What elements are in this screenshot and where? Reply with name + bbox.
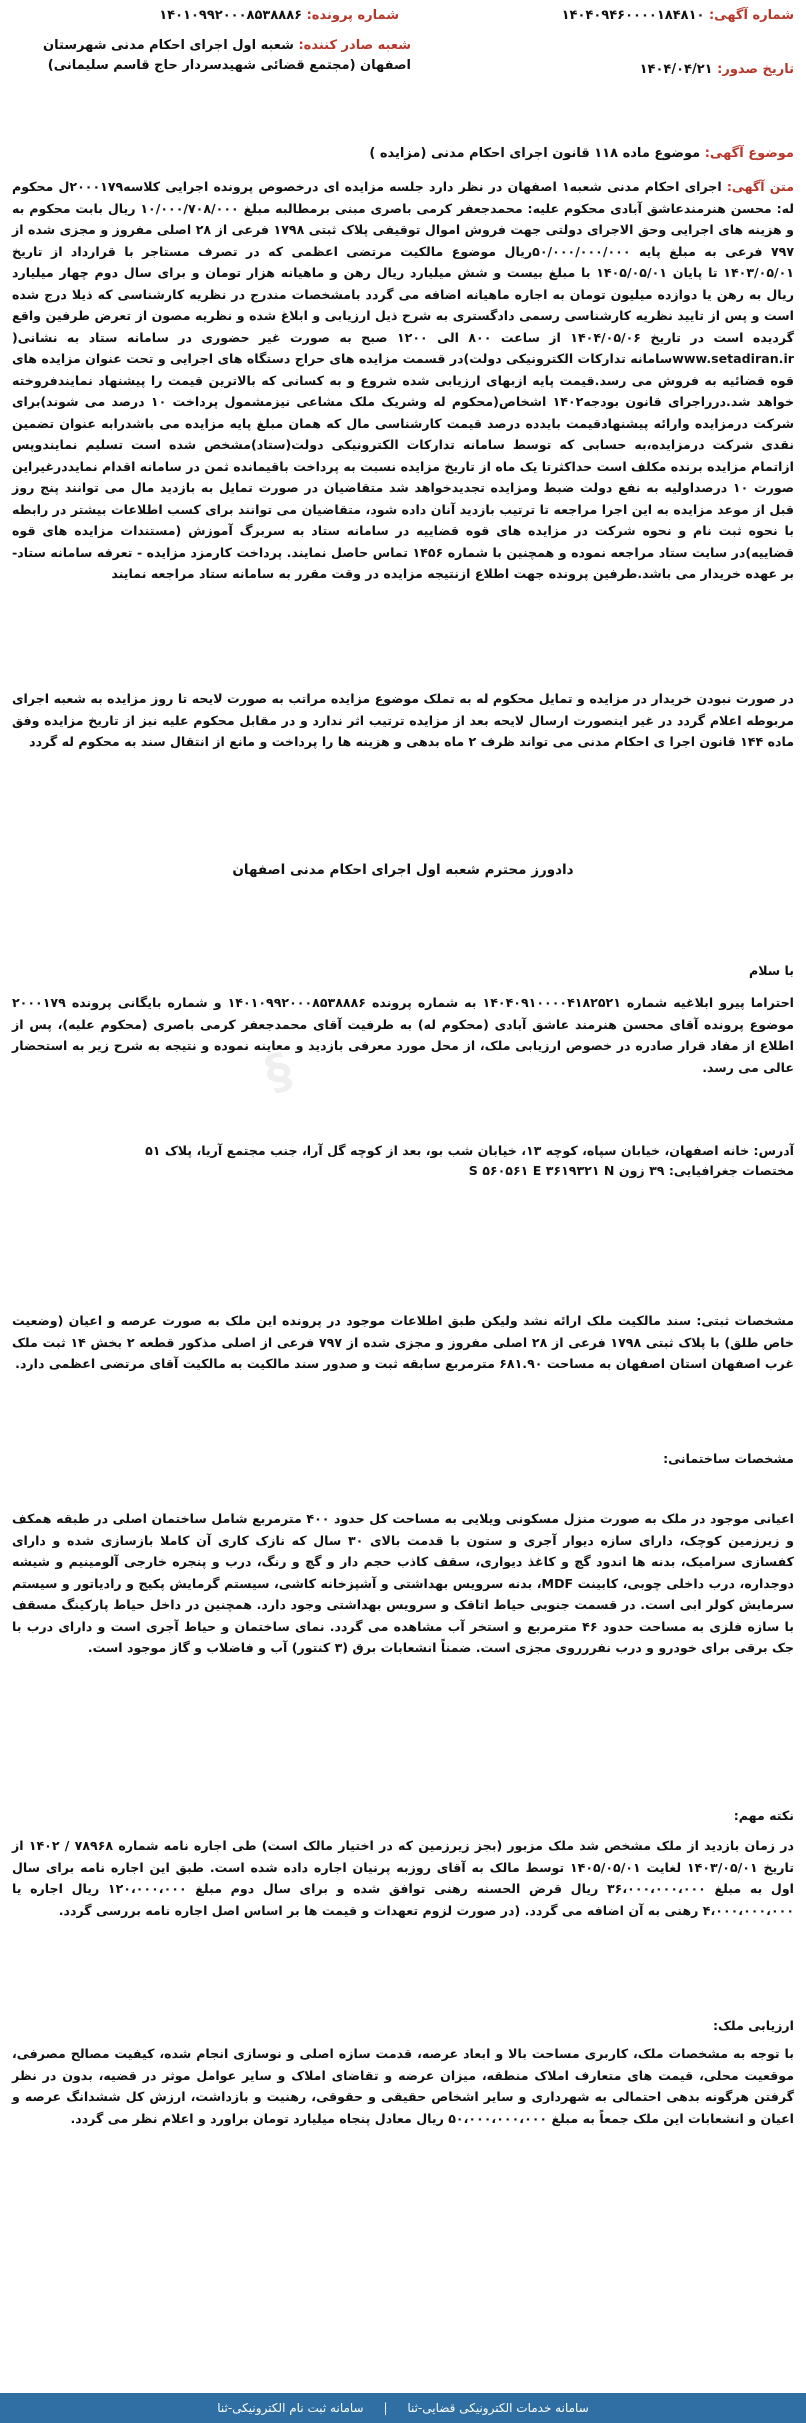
building-text: اعیانی موجود در ملک به صورت منزل مسکونی ویلایی به مساحت کل حدود ۴۰۰ مترمربع شامل ساختمان اصلی در طبقه همکف و زیرزمین کوچک، دارای سازه دیوار آجری و ستون با قدمت بالای ۳۰ سال که نازک کاری آن کاملا بازسازی شده و دارای کفسازی سرامیک، بدنه ها اندود گچ و کاغذ دیواری، سقف کاذب حجم دار و گچ و رنگ، درب و پنجره خارجی آلومینیم و شیشه دوجداره، درب داخلی چوبی، کابینت MDF، بدنه سرویس بهداشتی و آشپزخانه کاشی، سیستم گرمایش پکیج و رادیاتور و سیستم سرمایش کولر ابی است. در قسمت جنوبی حیاط اتاقک و سرویس بهداشتی وجود دارد. همچنین در داخل حیاط پارکینگ مسقف با سازه فلزی به مساحت حدود ۴۶ مترمربع و استخر آب مشاهده می گردد. نمای ساختمان و حیاط آجری است و دارای درب با جک برقی برای خودرو و درب نفررروی مجزی است. ضمناً انشعابات برق (۳ کنتور) آب و فاضلاب و گاز موجود است. — [12, 1511, 794, 1655]
body-label: متن آگهی: — [726, 179, 794, 194]
branch-label: شعبه صادر کننده: — [298, 38, 411, 53]
evaluation-text: با توجه به مشخصات ملک، کاربری مساحت بالا و ابعاد عرصه، قدمت سازه اصلی و نوسازی انجام شده، کیفیت مصالح مصرفی، موقعیت محلی، قیمت های متعارف املاک منطقه، میزان عرضه و تقاضای املاک و سایر عوامل موثر در قضیه، بدون در نظر گرفتن هرگونه بدهی احتمالی به شهرداری و سایر اشخاص حقیقی و حقوقی، رهنیت و بازداشت، ارزش کل ششدانگ عرصه و اعیان و انشعابات این ملک جمعاً به مبلغ ۵۰،۰۰۰،۰۰۰،۰۰۰ ریال معادل پنجاه میلیارد تومان براورد و اعلام نظر می گردد. — [12, 2046, 794, 2126]
report-addressee: دادورز محترم شعبه اول اجرای احکام مدنی اصفهان — [232, 862, 574, 878]
notice-body-main — [12, 176, 794, 585]
ad-number-value: ۱۴۰۴۰۹۴۶۰۰۰۰۱۸۴۸۱۰ — [561, 8, 705, 23]
subject-text: موضوع ماده ۱۱۸ قانون اجرای احکام مدنی (مزایده ) — [369, 146, 701, 161]
footer-link-sana-registration[interactable]: سامانه ثبت نام الکترونیکی-ثنا — [217, 2401, 364, 2415]
case-number — [19, 8, 399, 23]
branch-value: شعبه اول اجرای احکام مدنی شهرستان اصفهان (مجتمع قضائی شهیدسردار حاج قاسم سلیمانی) — [42, 38, 411, 73]
greeting: با سلام — [748, 963, 794, 978]
body-paragraph-1: اجرای احکام مدنی شعبه۱ اصفهان در نظر دارد جلسه مزایده ای درخصوص پرونده اجرایی کلاسه۲۰۰۰۱۷۹ل محکوم له: محسن هنرمندعاشق آبادی محکوم علیه: محمدجعفر کرمی باصری مبنی برمطالبه مبلغ ۱۰/۰۰۰/۷۰۸/۰۰۰ ریال بابت محکوم به و هزینه های اجرایی وحق الاجرای دولتی جهت فروش اموال توقیفی پلاک ثبتی ۱۷۹۸ فرعی از ۲۸ اصلی مفروز و مجزی شده از ۷۹۷ فرعی به مبلغ پایه ۵۰/۰۰۰/۰۰۰/۰۰۰ریال موضوع مالکیت مرتضی اعظمی که در تصرف مستاجر با قرارداد از تاریخ ۱۴۰۳/۰۵/۰۱ تا پایان ۱۴۰۵/۰۵/۰۱ با مبلغ بیست و شش میلیارد ریال رهن و ماهیانه هزار تومان و برای سال دوم چهار میلیارد ریال به رهن یا دوازده میلیون تومان به اجاره ماهیانه اضافه می گردد بامشخصات مندرج در نظریه کارشناسی که ذیلا درج شده است و پس از تایید نظریه کارشناسی رسمی دادگستری به شرح ذیل ارزیابی و ابلاغ شده و نظریه مصون از تعرض طرفین واقع گردیده است در تاریخ ۱۴۰۴/۰۵/۰۶ از ساعت ۸۰۰ الی ۱۲۰۰ صبح به صورت غیر حضوری در سامانه ستاد به نشانی( www.setadiran.irسامانه تدارکات الکترونیکی دولت)در قسمت مزایده های حراج دستگاه های اجرایی و تحت عنوان مزایده های قوه قضائیه به فروش می رسد.قیمت پایه ازبهای ارزیابی شده شروع و به کسانی که بالاترین قیمت را پیشنهاد نمایندفروخته خواهد شد.درراجرای قانون بودجه۱۴۰۲ اشخاص(محکوم له وشریک ملک مشاعی نیزمشمول پرداخت ۱۰ درصد می شوند)برای شرکت درمزایده وارائه پیشنهادقیمت بایدده درصد قیمت کارشناسی مال که همان مبلغ پایه مزایده می باشدرابه عنوان تضمین نقدی شرکت درمزایده،به حسابی که توسط سامانه تدارکات الکترونیکی دولت(ستاد)مشخص شده است تسلیم نمایندوپس ازاتمام مزایده برنده مکلف است حداکثرتا یک ماه از تاریخ مزایده نسبت به پرداخت باقیمانده ثمن در سامانه اقدام نمایددرغیراین صورت ۱۰ درصداولیه به نفع دولت ضبط ومزایده تجدیدخواهد شد متقاضیان در صورت تمایل به بازدید مال می توانند پنج روز قبل از موعد مزایده به این اجرا مراجعه تا ترتیب بازدید آنان داده شود، متقاضیان می توانند برای کسب اطلاعات بیشتر در رابطه با نحوه ثبت نام و نحوه شرکت در مزایده های قوه قضاییه در سامانه ستاد به سربرگ آموزش (مستندات مزایده های قوه قضاییه)در سایت ستاد مراجعه نموده و همچنین با شماره ۱۴۵۶ تماس حاصل نمایند. پرداخت کارمزد مزایده - تعرفه سامانه ستاد- بر عهده خریدار می باشد.طرفین پرونده جهت اطلاع ازنتیجه مزایده در وقت مقرر به سامانه ستاد مراجعه نمایند — [12, 179, 795, 581]
note-label: نکته مهم: — [733, 1808, 794, 1823]
report-intro: احتراما پیرو ابلاغیه شماره ۱۴۰۴۰۹۱۰۰۰۰۴۱۸۲۵۲۱ به شماره پرونده ۱۴۰۱۰۹۹۲۰۰۰۸۵۳۸۸۸۶ و شماره بایگانی پرونده ۲۰۰۰۱۷۹ موضوع پرونده آقای محسن هنرمند عاشق آبادی (محکوم له) به طرفیت آقای محمدجعفر کرمی باصری (محکوم علیه)، پس از اطلاع از مفاد قرار صادره در خصوص ارزیابی ملک، از محل مورد معرفی بازدید و معاینه نموده و نتیجه به شرح زیر به استحضار عالی می رسد. — [12, 995, 794, 1075]
note-text: در زمان بازدید از ملک مشخص شد ملک مزبور (بجز زیرزمین که در اختیار مالک است) طی اجاره نامه شماره ۷۸۹۶۸ / ۱۴۰۲ از تاریخ ۱۴۰۳/۰۵/۰۱ لغایت ۱۴۰۵/۰۵/۰۱ توسط مالک به آقای روزبه پرنیان اجاره داده شده است. طبق این اجاره نامه برای سال اول به مبلغ ۳۶،۰۰۰،۰۰۰،۰۰۰ ریال قرض الحسنه رهنی توافق شده و برای سال دوم مبلغ ۱۲۰،۰۰۰،۰۰۰ ریال اجاره یا ۴،۰۰۰،۰۰۰،۰۰۰ رهنی به آن اضافه می گردد. (در صورت لزوم تعهدات و قیمت ها بر اساس اصل اجاره نامه بررسی گردد. — [12, 1838, 794, 1918]
address-value: خانه اصفهان، خیابان سپاه، کوچه ۱۳، خیابان شب بو، بعد از کوچه گل آرا، جنب مجتمع آریا، پلاک ۵۱ — [145, 1143, 750, 1158]
coordinates-value: ۳۹ زون S ۵۶۰۵۶۱ E ۳۶۱۹۳۲۱ N — [468, 1163, 665, 1178]
body-paragraph-2: در صورت نبودن خریدار در مزایده و تمایل محکوم له به تملک موضوع مزایده مراتب به صورت لایحه تا روز مزایده به شعبه اجرای مربوطه اعلام گردد در غیر اینصورت ارسال لایحه بعد از مزایده ترتیب اثر ندارد و در مقابل محکوم علیه نیز از تاریخ مزایده وفق ماده ۱۴۴ قانون اجرا ی احکام مدنی می تواند ظرف ۲ ماه بدهی و هزینه ها را پرداخت و مانع از انتقال سند به محکوم له گردد — [12, 691, 794, 749]
notice-subject — [12, 146, 794, 161]
evaluation-label: ارزیابی ملک: — [713, 2018, 794, 2033]
issue-date-value: ۱۴۰۴/۰۴/۲۱ — [639, 62, 713, 77]
issue-date-label: تاریخ صدور: — [717, 62, 794, 77]
registration-section — [12, 1310, 794, 1375]
ad-number-label: شماره آگهی: — [708, 8, 794, 23]
ad-number — [434, 8, 794, 23]
site-footer — [0, 2393, 806, 2423]
coordinates-label: مختصات جغرافیایی: — [668, 1163, 794, 1178]
watermark-logo: § — [258, 1041, 299, 1103]
registration-text: سند مالکیت ملک ارائه نشد ولیکن طبق اطلاعات موجود در پرونده این ملک به صورت عرصه و اعیان (وضعیت خاص طلق) با پلاک ثبتی ۱۷۹۸ فرعی از ۲۸ اصلی مفروز و مجزی شده از ۷۹۷ فرعی از اصلی مذکور قطعه ۲ بخش ۱۴ ثبت ملک غرب اصفهان استان اصفهان به مساحت ۶۸۱.۹۰ مترمربع سابقه ثبت و صدور سند مالکیت به مالکیت آقای مرتضی اعظمی دارد. — [12, 1313, 794, 1371]
address-label: آدرس: — [753, 1143, 794, 1158]
building-label: مشخصات ساختمانی: — [663, 1451, 794, 1466]
footer-link-sana-services[interactable]: سامانه خدمات الکترونیکی قضایی-ثنا — [407, 2401, 589, 2415]
subject-label: موضوع آگهی: — [704, 146, 794, 161]
case-number-label: شماره پرونده: — [306, 8, 399, 23]
header-row-2 — [12, 62, 794, 88]
footer-separator: | — [383, 2401, 388, 2415]
registration-label: مشخصات ثبتی: — [696, 1313, 794, 1328]
issue-date — [434, 62, 794, 77]
case-number-value: ۱۴۰۱۰۹۹۲۰۰۰۸۵۳۸۸۸۶ — [159, 8, 303, 23]
header-row-1 — [12, 8, 794, 34]
